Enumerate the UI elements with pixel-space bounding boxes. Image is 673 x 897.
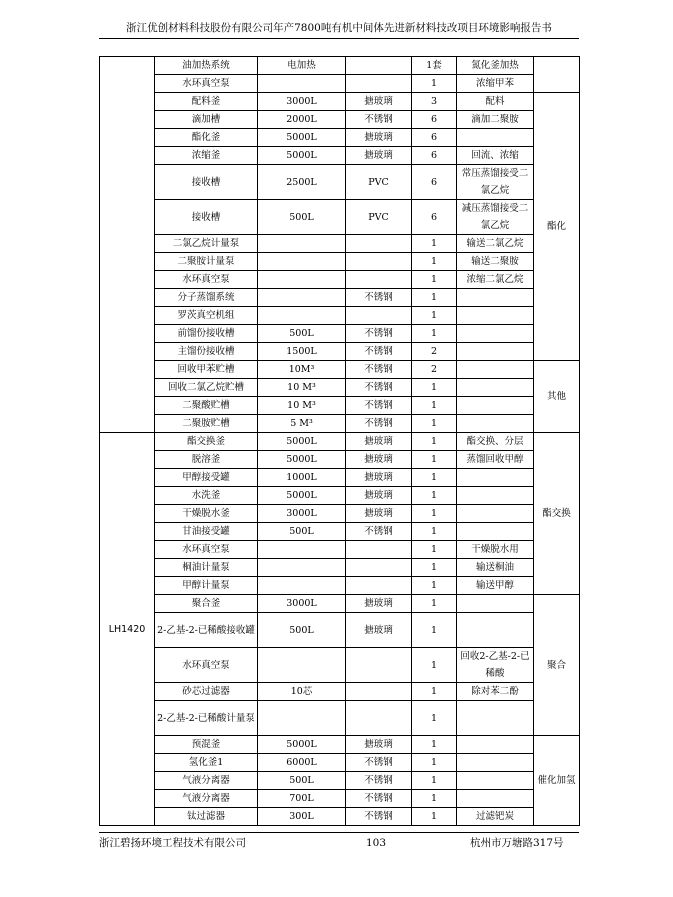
cell-mat	[346, 683, 412, 701]
cell-mat: 不锈钢	[346, 361, 412, 379]
cell-spec: 500L	[258, 772, 346, 790]
cell-qty: 6	[412, 200, 457, 235]
footer-rule	[99, 832, 579, 833]
cell-use	[457, 397, 534, 415]
cell-mat: 不锈钢	[346, 772, 412, 790]
cell-name: 砂芯过滤器	[155, 683, 258, 701]
cell-name: 罗茨真空机组	[155, 307, 258, 325]
process-group-cell: 聚合	[534, 595, 580, 736]
cell-spec: 5000L	[258, 433, 346, 451]
cell-mat	[346, 57, 412, 75]
table-row	[100, 111, 580, 129]
cell-name: 甘油接受罐	[155, 523, 258, 541]
cell-spec: 500L	[258, 325, 346, 343]
cell-name: 干燥脱水釜	[155, 505, 258, 523]
cell-spec	[258, 75, 346, 93]
cell-spec: 5000L	[258, 147, 346, 165]
cell-spec: 3000L	[258, 595, 346, 613]
cell-mat: PVC	[346, 200, 412, 235]
table-row	[100, 790, 580, 808]
cell-mat	[346, 559, 412, 577]
table-row	[100, 648, 580, 683]
cell-spec: 700L	[258, 790, 346, 808]
cell-name: 桐油计量泵	[155, 559, 258, 577]
cell-spec: 5000L	[258, 451, 346, 469]
cell-name: 酯交换釜	[155, 433, 258, 451]
cell-name: 酯化釜	[155, 129, 258, 147]
cell-use: 干燥脱水用	[457, 541, 534, 559]
table-row	[100, 307, 580, 325]
cell-use: 输送二氯乙烷	[457, 235, 534, 253]
cell-use: 除对苯二酚	[457, 683, 534, 701]
cell-spec: 3000L	[258, 93, 346, 111]
cell-use: 常压蒸馏接受二氯乙烷	[457, 165, 534, 200]
cell-mat: 搪玻璃	[346, 129, 412, 147]
cell-qty: 1	[412, 75, 457, 93]
cell-name: 分子蒸馏系统	[155, 289, 258, 307]
cell-use	[457, 736, 534, 754]
cell-qty: 1套	[412, 57, 457, 75]
table-row	[100, 397, 580, 415]
cell-mat: 不锈钢	[346, 379, 412, 397]
cell-qty: 1	[412, 379, 457, 397]
cell-use	[457, 325, 534, 343]
table-row	[100, 559, 580, 577]
cell-name: 2-乙基-2-已稀酸接收罐	[155, 613, 258, 648]
cell-spec	[258, 307, 346, 325]
cell-qty: 1	[412, 325, 457, 343]
footer-company: 浙江碧扬环境工程技术有限公司	[99, 837, 246, 849]
cell-name: 接收槽	[155, 200, 258, 235]
cell-qty: 1	[412, 505, 457, 523]
cell-use: 氮化釜加热	[457, 57, 534, 75]
cell-name: 滴加槽	[155, 111, 258, 129]
cell-name: 主馏份接收槽	[155, 343, 258, 361]
cell-name: 氢化釜1	[155, 754, 258, 772]
cell-qty: 1	[412, 253, 457, 271]
cell-use: 输送二聚胺	[457, 253, 534, 271]
cell-name: 水洗釜	[155, 487, 258, 505]
cell-qty: 1	[412, 808, 457, 826]
cell-use: 酯交换、分层	[457, 433, 534, 451]
process-group-cell	[534, 57, 580, 93]
table-row	[100, 93, 580, 111]
cell-qty: 1	[412, 289, 457, 307]
cell-mat: 搪玻璃	[346, 147, 412, 165]
cell-use	[457, 754, 534, 772]
cell-name: 2-乙基-2-已稀酸计量泵	[155, 701, 258, 736]
table-row	[100, 75, 580, 93]
cell-use	[457, 343, 534, 361]
cell-name: 油加热系统	[155, 57, 258, 75]
table-row	[100, 736, 580, 754]
cell-qty: 1	[412, 271, 457, 289]
table-row	[100, 523, 580, 541]
cell-qty: 1	[412, 736, 457, 754]
cell-spec: 6000L	[258, 754, 346, 772]
cell-spec: 500L	[258, 200, 346, 235]
cell-mat: 不锈钢	[346, 289, 412, 307]
cell-name: 水环真空泵	[155, 271, 258, 289]
cell-name: 钛过滤器	[155, 808, 258, 826]
process-group-cell: 其他	[534, 361, 580, 433]
cell-name: 回收甲苯贮槽	[155, 361, 258, 379]
table-row	[100, 433, 580, 451]
cell-mat: 不锈钢	[346, 343, 412, 361]
cell-name: 二聚酸贮槽	[155, 397, 258, 415]
table-row	[100, 235, 580, 253]
cell-mat: 不锈钢	[346, 111, 412, 129]
cell-spec: 5000L	[258, 129, 346, 147]
cell-spec: 500L	[258, 613, 346, 648]
cell-mat: 搪玻璃	[346, 487, 412, 505]
cell-qty: 1	[412, 433, 457, 451]
product-code-cell: LH1420	[100, 433, 155, 826]
footer-address: 杭州市万塘路317号	[470, 837, 564, 849]
cell-qty: 6	[412, 147, 457, 165]
cell-use: 输送甲醇	[457, 577, 534, 595]
cell-qty: 1	[412, 541, 457, 559]
cell-mat: 不锈钢	[346, 808, 412, 826]
cell-use: 回流、浓缩	[457, 147, 534, 165]
cell-use	[457, 307, 534, 325]
table-row	[100, 701, 580, 736]
cell-spec: 5000L	[258, 487, 346, 505]
table-row	[100, 343, 580, 361]
table-row	[100, 683, 580, 701]
cell-spec: 10M³	[258, 361, 346, 379]
cell-mat	[346, 577, 412, 595]
table-row	[100, 289, 580, 307]
cell-qty: 1	[412, 451, 457, 469]
cell-name: 浓缩釜	[155, 147, 258, 165]
table-row	[100, 577, 580, 595]
cell-spec	[258, 289, 346, 307]
cell-qty: 1	[412, 613, 457, 648]
table-row	[100, 253, 580, 271]
cell-qty: 1	[412, 648, 457, 683]
table-row	[100, 379, 580, 397]
cell-spec: 500L	[258, 523, 346, 541]
cell-qty: 6	[412, 165, 457, 200]
cell-mat: PVC	[346, 165, 412, 200]
cell-use	[457, 772, 534, 790]
product-code-cell	[100, 57, 155, 433]
cell-use	[457, 129, 534, 147]
cell-name: 气液分离器	[155, 790, 258, 808]
table-row	[100, 772, 580, 790]
table-row	[100, 271, 580, 289]
cell-use	[457, 379, 534, 397]
cell-use: 浓缩甲苯	[457, 75, 534, 93]
cell-mat: 不锈钢	[346, 790, 412, 808]
cell-name: 前馏份接收槽	[155, 325, 258, 343]
cell-name: 水环真空泵	[155, 648, 258, 683]
cell-use: 过滤钯炭	[457, 808, 534, 826]
cell-spec: 10芯	[258, 683, 346, 701]
page-header: 浙江优创材料科技股份有限公司年产7800吨有机中间体先进新材料技改项目环境影响报告书	[126, 22, 552, 34]
cell-mat	[346, 541, 412, 559]
cell-qty: 3	[412, 93, 457, 111]
cell-use	[457, 523, 534, 541]
cell-use	[457, 469, 534, 487]
cell-name: 气液分离器	[155, 772, 258, 790]
cell-spec: 1000L	[258, 469, 346, 487]
cell-qty: 2	[412, 343, 457, 361]
cell-spec	[258, 577, 346, 595]
cell-name: 二聚胺贮槽	[155, 415, 258, 433]
cell-name: 水环真空泵	[155, 75, 258, 93]
cell-spec: 1500L	[258, 343, 346, 361]
cell-spec: 10 M³	[258, 397, 346, 415]
cell-spec	[258, 559, 346, 577]
table-row	[100, 754, 580, 772]
cell-use	[457, 505, 534, 523]
cell-use: 滴加二聚胺	[457, 111, 534, 129]
cell-qty: 1	[412, 754, 457, 772]
cell-spec: 电加热	[258, 57, 346, 75]
cell-use	[457, 415, 534, 433]
cell-mat: 搪玻璃	[346, 505, 412, 523]
table-row	[100, 541, 580, 559]
cell-qty: 1	[412, 577, 457, 595]
cell-spec: 10 M³	[258, 379, 346, 397]
cell-mat: 搪玻璃	[346, 451, 412, 469]
cell-use	[457, 487, 534, 505]
cell-spec: 3000L	[258, 505, 346, 523]
cell-qty: 1	[412, 595, 457, 613]
table-row	[100, 505, 580, 523]
cell-mat: 搪玻璃	[346, 736, 412, 754]
cell-use: 减压蒸馏接受二氯乙烷	[457, 200, 534, 235]
cell-mat	[346, 235, 412, 253]
cell-use: 输送桐油	[457, 559, 534, 577]
cell-use	[457, 361, 534, 379]
table-row	[100, 595, 580, 613]
cell-name: 回收二氯乙烷贮槽	[155, 379, 258, 397]
cell-qty: 1	[412, 235, 457, 253]
cell-name: 水环真空泵	[155, 541, 258, 559]
cell-use	[457, 289, 534, 307]
table-row	[100, 469, 580, 487]
cell-name: 二聚胺计量泵	[155, 253, 258, 271]
table-row	[100, 165, 580, 200]
table-row	[100, 613, 580, 648]
cell-mat	[346, 648, 412, 683]
cell-spec: 2000L	[258, 111, 346, 129]
cell-spec	[258, 541, 346, 559]
cell-mat	[346, 75, 412, 93]
table-row	[100, 147, 580, 165]
process-group-cell: 催化加氢	[534, 736, 580, 826]
process-group-cell: 酯化	[534, 93, 580, 361]
table-row	[100, 57, 580, 75]
table-row	[100, 361, 580, 379]
cell-mat: 不锈钢	[346, 325, 412, 343]
cell-name: 二氯乙烷计量泵	[155, 235, 258, 253]
table-row	[100, 325, 580, 343]
cell-use: 回收2-乙基-2-已稀酸	[457, 648, 534, 683]
cell-use	[457, 701, 534, 736]
cell-spec	[258, 271, 346, 289]
cell-name: 聚合釜	[155, 595, 258, 613]
cell-spec	[258, 253, 346, 271]
cell-name: 甲醇计量泵	[155, 577, 258, 595]
cell-mat: 搪玻璃	[346, 93, 412, 111]
cell-use	[457, 790, 534, 808]
table-row	[100, 808, 580, 826]
cell-qty: 1	[412, 415, 457, 433]
cell-spec: 5 M³	[258, 415, 346, 433]
cell-use: 蒸馏回收甲醇	[457, 451, 534, 469]
cell-qty: 1	[412, 701, 457, 736]
cell-qty: 1	[412, 790, 457, 808]
cell-mat	[346, 307, 412, 325]
cell-name: 脱溶釜	[155, 451, 258, 469]
cell-use: 浓缩二氯乙烷	[457, 271, 534, 289]
cell-mat: 不锈钢	[346, 415, 412, 433]
cell-use	[457, 613, 534, 648]
table-row	[100, 415, 580, 433]
page-number: 103	[366, 837, 387, 849]
cell-name: 预混釜	[155, 736, 258, 754]
cell-mat: 不锈钢	[346, 754, 412, 772]
cell-mat	[346, 253, 412, 271]
cell-mat	[346, 271, 412, 289]
cell-qty: 1	[412, 523, 457, 541]
table-row	[100, 200, 580, 235]
cell-qty: 1	[412, 469, 457, 487]
table-row	[100, 129, 580, 147]
cell-qty: 1	[412, 683, 457, 701]
cell-mat: 搪玻璃	[346, 613, 412, 648]
cell-spec	[258, 648, 346, 683]
cell-spec: 2500L	[258, 165, 346, 200]
cell-qty: 1	[412, 487, 457, 505]
cell-qty: 6	[412, 111, 457, 129]
cell-qty: 2	[412, 361, 457, 379]
equipment-table	[99, 56, 580, 826]
cell-use	[457, 595, 534, 613]
cell-mat	[346, 701, 412, 736]
cell-spec: 300L	[258, 808, 346, 826]
cell-mat: 搪玻璃	[346, 433, 412, 451]
cell-spec	[258, 235, 346, 253]
cell-qty: 1	[412, 772, 457, 790]
cell-qty: 1	[412, 307, 457, 325]
cell-name: 接收槽	[155, 165, 258, 200]
cell-spec	[258, 701, 346, 736]
cell-spec: 5000L	[258, 736, 346, 754]
process-group-cell: 酯交换	[534, 433, 580, 595]
header-rule	[99, 38, 579, 39]
cell-name: 配料釜	[155, 93, 258, 111]
cell-qty: 1	[412, 397, 457, 415]
cell-mat: 搪玻璃	[346, 595, 412, 613]
cell-qty: 1	[412, 559, 457, 577]
cell-use: 配料	[457, 93, 534, 111]
cell-mat: 搪玻璃	[346, 469, 412, 487]
cell-mat: 不锈钢	[346, 397, 412, 415]
cell-qty: 6	[412, 129, 457, 147]
cell-name: 甲醇接受罐	[155, 469, 258, 487]
table-row	[100, 451, 580, 469]
cell-mat: 不锈钢	[346, 523, 412, 541]
table-row	[100, 487, 580, 505]
